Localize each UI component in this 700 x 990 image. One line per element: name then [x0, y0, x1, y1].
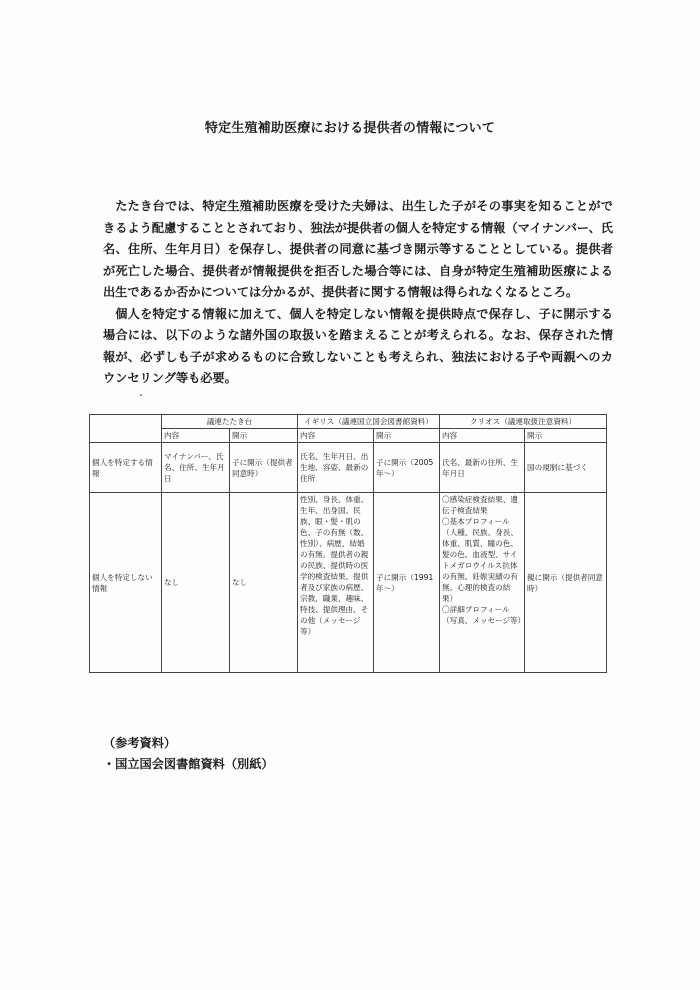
scan-speck — [140, 394, 142, 396]
table-cell: 子に開示（1991年～） — [374, 493, 440, 673]
table-corner-cell — [90, 415, 162, 443]
row-label: 個人を特定しない情報 — [90, 493, 162, 673]
paragraph-2: 個人を特定する情報に加えて、個人を特定しない情報を提供時点で保存し、子に開示する場合には、以下のような諸外国の取扱いを踏まえることが考えられる。なお、保存された情報が、必ずしも子が求めるものに合致しないことも考えられ、独法における子や両親へのカウンセリング等も必要。 — [103, 306, 613, 385]
subheader-cell: 開示 — [525, 429, 607, 443]
subheader-cell: 内容 — [440, 429, 525, 443]
subheader-cell: 内容 — [162, 429, 230, 443]
table-cell: 子に開示（提供者同意時） — [230, 443, 298, 493]
table-cell: なし — [162, 493, 230, 673]
table-cell: 子に開示（2005年～） — [374, 443, 440, 493]
reference-item: ・国立国会図書館資料（別紙） — [103, 757, 274, 771]
table-cell: 親に開示（提供者同意時） — [525, 493, 607, 673]
subheader-cell: 内容 — [298, 429, 374, 443]
table-row — [90, 493, 607, 673]
subheader-cell: 開示 — [374, 429, 440, 443]
references-heading: （参考資料） — [103, 736, 177, 750]
row-label: 個人を特定する情報 — [90, 443, 162, 493]
table-cell: マイナンバー、氏名、住所、生年月日 — [162, 443, 230, 493]
table-group-header-row — [90, 415, 607, 429]
group-header: イギリス（議連国立国会図書館資料） — [298, 415, 440, 429]
table-cell: 氏名、最新の住所、生年月日 — [440, 443, 525, 493]
table-cell: 〇感染症検査結果、遺伝子検査結果 〇基本プロフィール （人種、民族、身長、体重、肌質、瞳の色、髪の色、血液型、サイトメガロウイルス抗体の有無、妊娠実績の有無、心理的検査の結果） 〇詳細プロフィール （写真、メッセージ等） — [440, 493, 525, 673]
group-header: クリオス（議連取扱注意資料） — [440, 415, 607, 429]
table-subheader-row — [90, 429, 607, 443]
table-cell: 国の規制に基づく — [525, 443, 607, 493]
group-header: 議連たたき台 — [162, 415, 298, 429]
references-section — [103, 733, 274, 775]
comparison-table — [89, 414, 607, 673]
subheader-cell: 開示 — [230, 429, 298, 443]
table-cell: なし — [230, 493, 298, 673]
body-text — [103, 196, 613, 390]
paragraph-1: たたき台では、特定生殖補助医療を受けた夫婦は、出生した子がその事実を知ることができるよう配慮することとされており、独法が提供者の個人を特定する情報（マイナンバー、氏名、住所、生年月日）を保存し、提供者の同意に基づき開示等することとしている。提供者が死亡した場合、提供者が情報提供を拒否した場合等には、自身が特定生殖補助医療による出生であるか否かについては分かるが、提供者に関する情報は得られなくなるところ。 — [103, 199, 613, 299]
document-title: 特定生殖補助医療における提供者の情報について — [204, 121, 496, 136]
table-row — [90, 443, 607, 493]
table-cell: 性別、身長、体重、生年、出身国、民族、眼・髪・肌の色、子の有無（数、性別）、病歴、結婚の有無、提供者の親の民族、提供時の医学的検査結果、提供者及び家族の病歴、宗教、職業、趣味、特技、提供理由、その他（メッセージ等） — [298, 493, 374, 673]
table-cell: 氏名、生年月日、出生地、容姿、最新の住所 — [298, 443, 374, 493]
